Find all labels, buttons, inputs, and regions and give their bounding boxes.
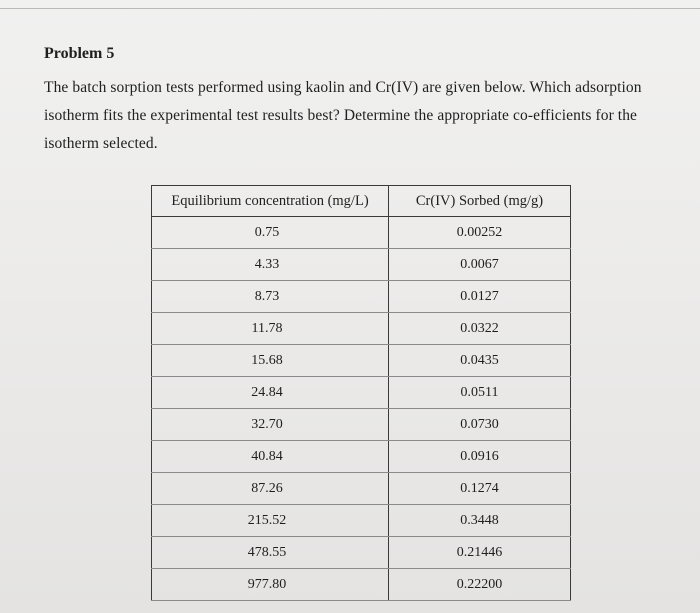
cell-concentration: 215.52 bbox=[152, 505, 389, 537]
cell-concentration: 8.73 bbox=[152, 281, 389, 313]
table-row bbox=[152, 473, 571, 505]
table-row bbox=[152, 409, 571, 441]
table-row bbox=[152, 377, 571, 409]
table-row bbox=[152, 281, 571, 313]
cell-sorbed: 0.0127 bbox=[389, 281, 571, 313]
cell-concentration: 11.78 bbox=[152, 313, 389, 345]
top-divider bbox=[0, 8, 700, 9]
cell-concentration: 4.33 bbox=[152, 249, 389, 281]
problem-statement: The batch sorption tests performed using kaolin and Cr(IV) are given below. Which adsorption isotherm fits the experimental test results best? Determine the appropriate co-efficients for the isotherm selected. bbox=[44, 79, 642, 152]
cell-concentration: 87.26 bbox=[152, 473, 389, 505]
table-row bbox=[152, 345, 571, 377]
table-row bbox=[152, 569, 571, 601]
cell-concentration: 977.80 bbox=[152, 569, 389, 601]
cell-sorbed: 0.22200 bbox=[389, 569, 571, 601]
cell-concentration: 32.70 bbox=[152, 409, 389, 441]
cell-concentration: 0.75 bbox=[152, 217, 389, 249]
table-header-row bbox=[152, 186, 571, 217]
cell-concentration: 24.84 bbox=[152, 377, 389, 409]
sorption-data-table bbox=[151, 185, 571, 601]
cell-sorbed: 0.3448 bbox=[389, 505, 571, 537]
header-equilibrium-concentration: Equilibrium concentration (mg/L) bbox=[152, 186, 389, 217]
cell-sorbed: 0.00252 bbox=[389, 217, 571, 249]
table-row bbox=[152, 313, 571, 345]
cell-sorbed: 0.0322 bbox=[389, 313, 571, 345]
table-row bbox=[152, 217, 571, 249]
cell-sorbed: 0.0730 bbox=[389, 409, 571, 441]
cell-concentration: 40.84 bbox=[152, 441, 389, 473]
problem-title: Problem 5 bbox=[44, 45, 115, 62]
cell-concentration: 478.55 bbox=[152, 537, 389, 569]
problem-section bbox=[44, 44, 674, 158]
table-row bbox=[152, 537, 571, 569]
table-row bbox=[152, 441, 571, 473]
header-cr-sorbed: Cr(IV) Sorbed (mg/g) bbox=[389, 186, 571, 217]
data-table-container bbox=[151, 185, 571, 601]
table-row bbox=[152, 249, 571, 281]
cell-sorbed: 0.0435 bbox=[389, 345, 571, 377]
table-row bbox=[152, 505, 571, 537]
cell-concentration: 15.68 bbox=[152, 345, 389, 377]
cell-sorbed: 0.0067 bbox=[389, 249, 571, 281]
cell-sorbed: 0.0511 bbox=[389, 377, 571, 409]
cell-sorbed: 0.1274 bbox=[389, 473, 571, 505]
cell-sorbed: 0.0916 bbox=[389, 441, 571, 473]
cell-sorbed: 0.21446 bbox=[389, 537, 571, 569]
